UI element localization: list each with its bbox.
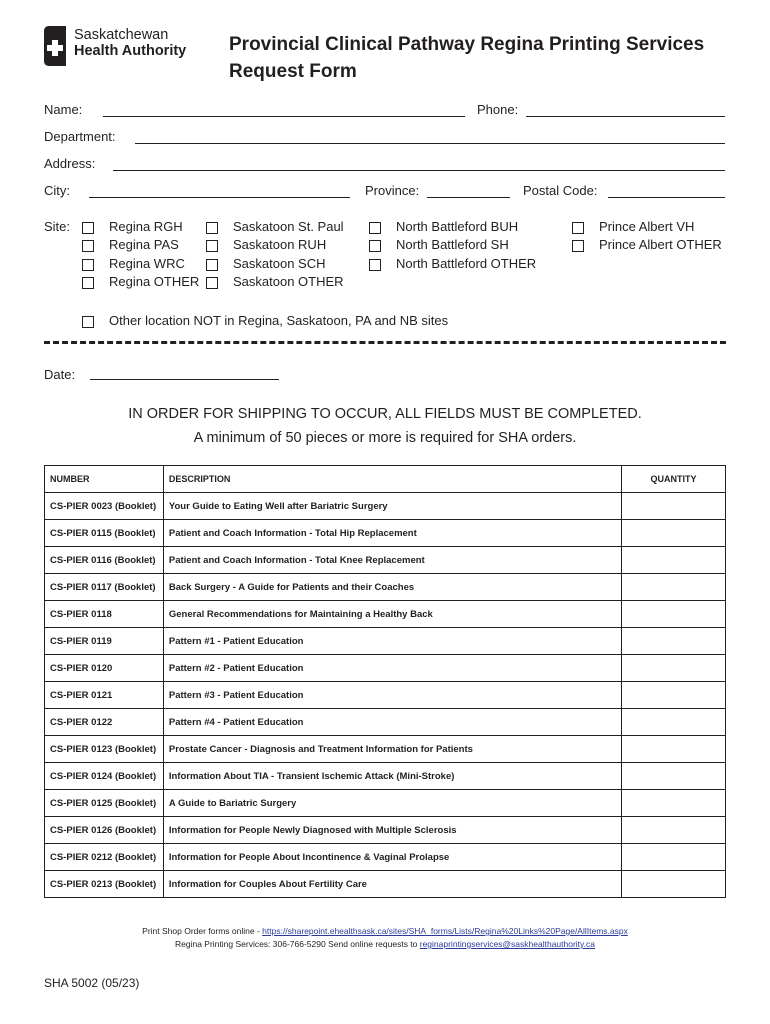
city-field[interactable] [89,197,350,198]
minimum-order-notice: A minimum of 50 pieces or more is required for SHA orders. [193,430,577,446]
site-checkbox-saskatoon-other[interactable] [206,277,218,289]
site-label-regina-other: Regina OTHER [109,274,200,289]
table-row [45,817,726,844]
site-label-north-battleford-other: North Battleford OTHER [396,256,537,271]
postal-code-field[interactable] [608,197,725,198]
table-row [45,790,726,817]
logo-text-line2: Health Authority [74,43,187,59]
province-label: Province: [365,183,420,198]
table-row [45,844,726,871]
quantity-input-cell[interactable] [622,790,726,817]
item-description-cell: Information for Couples About Fertility Care [163,871,621,898]
item-description-cell: Patient and Coach Information - Total Hip Replacement [163,520,621,547]
site-checkbox-regina-other[interactable] [82,277,94,289]
site-checkbox-regina-pas[interactable] [82,240,94,252]
item-description-cell: A Guide to Bariatric Surgery [163,790,621,817]
quantity-input-cell[interactable] [622,520,726,547]
item-number-cell: CS-PIER 0116 (Booklet) [45,547,164,574]
quantity-input-cell[interactable] [622,682,726,709]
site-checkbox-saskatoon-st-paul[interactable] [206,222,218,234]
item-description-cell: Pattern #3 - Patient Education [163,682,621,709]
site-checkbox-other-location[interactable] [82,316,94,328]
quantity-input-cell[interactable] [622,574,726,601]
item-description-cell: Patient and Coach Information - Total Knee Replacement [163,547,621,574]
quantity-input-cell[interactable] [622,844,726,871]
title-line1: Provincial Clinical Pathway Regina Printing Services [229,34,705,55]
footer-online-link[interactable]: https://sharepoint.ehealthsask.ca/sites/SHA_forms/Lists/Regina%20Links%20Page/AllItems.aspx [262,926,628,936]
phone-label: Phone: [477,102,519,117]
footer-contact [0,939,770,949]
item-number-cell: CS-PIER 0212 (Booklet) [45,844,164,871]
table-row [45,682,726,709]
table-row [45,871,726,898]
shipping-notice: IN ORDER FOR SHIPPING TO OCCUR, ALL FIELDS MUST BE COMPLETED. [128,406,642,422]
site-label-regina-wrc: Regina WRC [109,256,185,271]
phone-field[interactable] [526,116,725,117]
table-row [45,547,726,574]
name-label: Name: [44,102,83,117]
table-row [45,736,726,763]
description-column-header: DESCRIPTION [163,466,621,493]
item-description-cell: Prostate Cancer - Diagnosis and Treatment Information for Patients [163,736,621,763]
table-row [45,763,726,790]
item-description-cell: Information for People About Incontinence & Vaginal Prolapse [163,844,621,871]
item-description-cell: Information for People Newly Diagnosed with Multiple Sclerosis [163,817,621,844]
quantity-input-cell[interactable] [622,871,726,898]
item-number-cell: CS-PIER 0115 (Booklet) [45,520,164,547]
date-label: Date: [44,367,76,382]
item-number-cell: CS-PIER 0124 (Booklet) [45,763,164,790]
item-number-cell: CS-PIER 0123 (Booklet) [45,736,164,763]
site-label-regina-rgh: Regina RGH [109,219,183,234]
footer-contact-prefix: Regina Printing Services: 306-766-5290 Send online requests to [174,939,420,949]
quantity-input-cell[interactable] [622,493,726,520]
department-field[interactable] [135,143,725,144]
form-number: SHA 5002 (05/23) [44,976,140,990]
site-checkbox-prince-albert-vh[interactable] [572,222,584,234]
site-label-saskatoon-ruh: Saskatoon RUH [233,237,327,252]
table-row [45,520,726,547]
city-label: City: [44,183,70,198]
item-number-cell: CS-PIER 0118 [45,601,164,628]
quantity-input-cell[interactable] [622,817,726,844]
footer-contact-email-link[interactable]: reginaprintingservices@saskhealthauthority.ca [419,939,596,949]
table-row [45,574,726,601]
site-checkbox-north-battleford-other[interactable] [369,259,381,271]
site-checkbox-regina-wrc[interactable] [82,259,94,271]
site-label-north-battleford-sh: North Battleford SH [396,237,509,252]
table-row [45,655,726,682]
page-title [229,31,729,85]
site-label-saskatoon-other: Saskatoon OTHER [233,274,344,289]
province-field[interactable] [427,197,510,198]
title-line2: Request Form [229,61,357,82]
table-row [45,628,726,655]
quantity-input-cell[interactable] [622,763,726,790]
item-number-cell: CS-PIER 0126 (Booklet) [45,817,164,844]
site-checkbox-north-battleford-buh[interactable] [369,222,381,234]
department-label: Department: [44,129,116,144]
site-label-prince-albert-other: Prince Albert OTHER [599,237,722,252]
order-table [44,465,726,898]
footer-online-forms [0,926,770,936]
item-number-cell: CS-PIER 0213 (Booklet) [45,871,164,898]
item-description-cell: Pattern #1 - Patient Education [163,628,621,655]
item-number-cell: CS-PIER 0023 (Booklet) [45,493,164,520]
item-number-cell: CS-PIER 0125 (Booklet) [45,790,164,817]
site-label: Site: [44,219,71,234]
name-field[interactable] [103,116,465,117]
quantity-input-cell[interactable] [622,736,726,763]
site-label-north-battleford-buh: North Battleford BUH [396,219,519,234]
postal-code-label: Postal Code: [523,183,598,198]
logo-text-line1: Saskatchewan [74,27,169,43]
site-checkbox-prince-albert-other[interactable] [572,240,584,252]
date-field[interactable] [90,379,279,380]
dashed-separator [44,341,726,344]
quantity-input-cell[interactable] [622,601,726,628]
item-description-cell: Information About TIA - Transient Ischemic Attack (Mini-Stroke) [163,763,621,790]
item-description-cell: Pattern #2 - Patient Education [163,655,621,682]
site-label-prince-albert-vh: Prince Albert VH [599,219,695,234]
item-number-cell: CS-PIER 0117 (Booklet) [45,574,164,601]
quantity-column-header: QUANTITY [622,466,726,493]
quantity-input-cell[interactable] [622,709,726,736]
quantity-input-cell[interactable] [622,628,726,655]
item-number-cell: CS-PIER 0119 [45,628,164,655]
table-row [45,601,726,628]
health-cross-logo-icon [44,26,66,66]
item-number-cell: CS-PIER 0120 [45,655,164,682]
site-label-saskatoon-st-paul: Saskatoon St. Paul [233,219,344,234]
table-row [45,709,726,736]
address-label: Address: [44,156,96,171]
site-checkbox-regina-rgh[interactable] [82,222,94,234]
site-label-saskatoon-sch: Saskatoon SCH [233,256,326,271]
quantity-input-cell[interactable] [622,655,726,682]
item-description-cell: Pattern #4 - Patient Education [163,709,621,736]
number-column-header: NUMBER [45,466,164,493]
address-field[interactable] [113,170,725,171]
quantity-input-cell[interactable] [622,547,726,574]
item-number-cell: CS-PIER 0122 [45,709,164,736]
sha-logo [44,24,204,68]
item-number-cell: CS-PIER 0121 [45,682,164,709]
table-header-row [45,466,726,493]
site-checkbox-saskatoon-ruh[interactable] [206,240,218,252]
site-checkbox-saskatoon-sch[interactable] [206,259,218,271]
item-description-cell: General Recommendations for Maintaining a Healthy Back [163,601,621,628]
site-checkbox-north-battleford-sh[interactable] [369,240,381,252]
site-label-regina-pas: Regina PAS [109,237,179,252]
footer-online-prefix: Print Shop Order forms online - [142,926,263,936]
item-description-cell: Your Guide to Eating Well after Bariatric Surgery [163,493,621,520]
table-row [45,493,726,520]
site-label-other-location: Other location NOT in Regina, Saskatoon, PA and NB sites [109,313,449,328]
item-description-cell: Back Surgery - A Guide for Patients and their Coaches [163,574,621,601]
